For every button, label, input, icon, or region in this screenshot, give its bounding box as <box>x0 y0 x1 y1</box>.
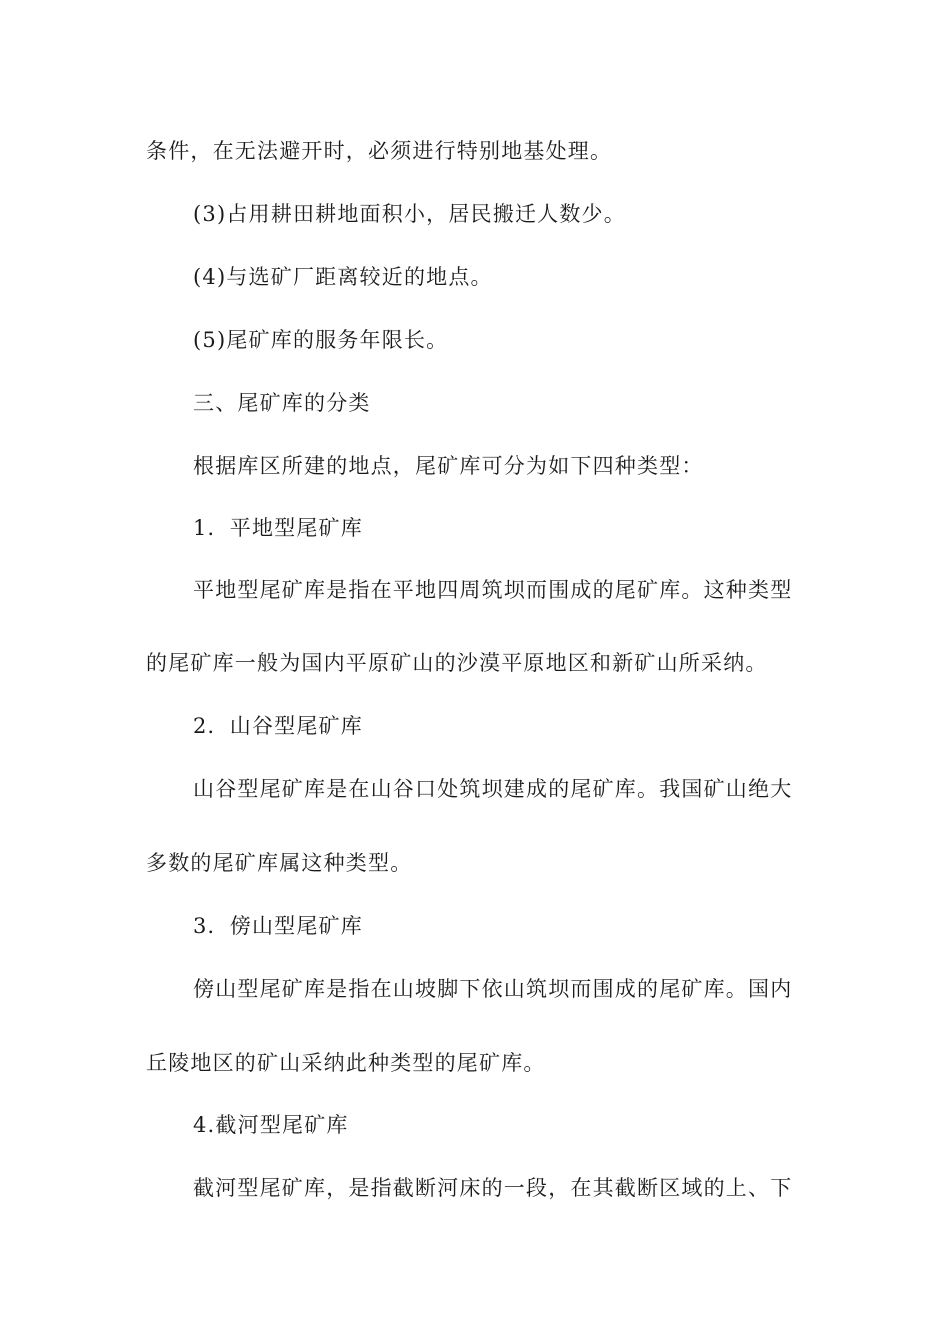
subheading-3: 3．傍山型尾矿库 <box>193 914 363 938</box>
paragraph-3-line-1: 傍山型尾矿库是指在山坡脚下依山筑坝而围成的尾矿库。国内 <box>193 977 793 1001</box>
paragraph-3-line-2: 丘陵地区的矿山采纳此种类型的尾矿库。 <box>146 1051 546 1075</box>
subheading-2: 2．山谷型尾矿库 <box>193 714 363 738</box>
list-item-5: (5)尾矿库的服务年限长。 <box>193 328 449 352</box>
subheading-4: 4.截河型尾矿库 <box>193 1113 349 1137</box>
subheading-1: 1．平地型尾矿库 <box>193 516 363 540</box>
section-heading: 三、尾矿库的分类 <box>193 391 371 415</box>
paragraph-continuation: 条件，在无法避开时，必须进行特别地基处理。 <box>146 139 613 163</box>
paragraph-1-line-1: 平地型尾矿库是指在平地四周筑坝而围成的尾矿库。这种类型 <box>193 578 793 602</box>
paragraph-1-line-2: 的尾矿库一般为国内平原矿山的沙漠平原地区和新矿山所采纳。 <box>146 651 768 675</box>
paragraph-2-line-2: 多数的尾矿库属这种类型。 <box>146 851 413 875</box>
paragraph-2-line-1: 山谷型尾矿库是在山谷口处筑坝建成的尾矿库。我国矿山绝大 <box>193 777 793 801</box>
paragraph-intro: 根据库区所建的地点，尾矿库可分为如下四种类型： <box>193 454 704 478</box>
list-item-4: (4)与选矿厂距离较近的地点。 <box>193 265 493 289</box>
paragraph-4-line-1: 截河型尾矿库，是指截断河床的一段，在其截断区域的上、下 <box>193 1176 793 1200</box>
list-item-3: (3)占用耕田耕地面积小，居民搬迁人数少。 <box>193 202 626 226</box>
